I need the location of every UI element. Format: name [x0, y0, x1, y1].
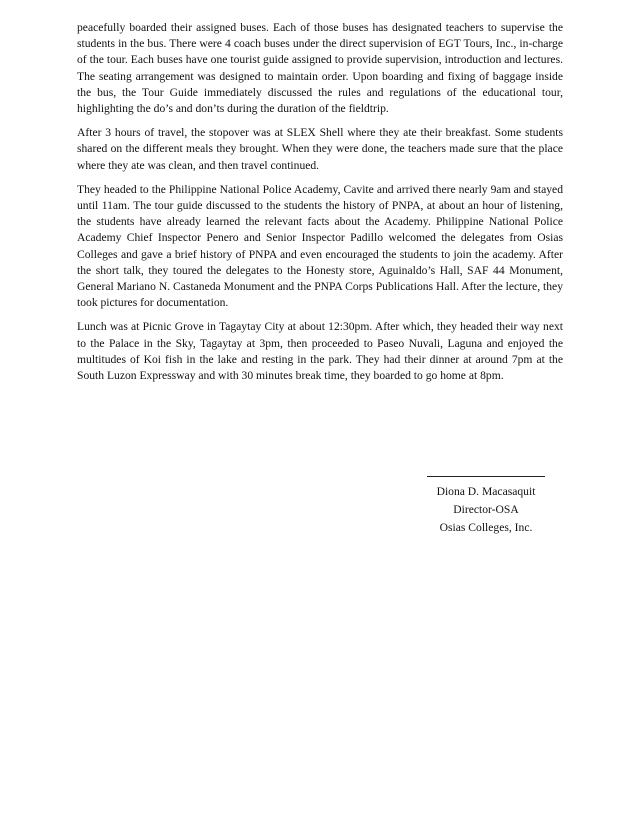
paragraph-pnpa-visit: They headed to the Philippine National Police Academy, Cavite and arrived there nearly 9am and stayed until 11am. The tour guide discussed to the students the history of PNPA, at about an hour of listening, the students have already learned the relevant facts about the Academy. Philippine National Police Academy Chief Inspector Penero and Senior Inspector Padillo welcomed the delegates from Osias Colleges and gave a brief history of PNPA and even encouraged the students to join the academy. After the short talk, they toured the delegates to the Honesty store, Aguinaldo’s Hall, SAF 44 Monument, General Mariano N. Castaneda Monument and the PNPA Corps Publications Hall. After the lecture, they took pictures for documentation.	[77, 182, 563, 310]
paragraph-stopover: After 3 hours of travel, the stopover was at SLEX Shell where they ate their breakfast. Some students shared on the different meals they brought. When they were done, the teachers made sure that the place where they ate was clean, and then travel continued.	[77, 126, 563, 172]
signatory-name: Diona D. Macasaquit	[436, 485, 536, 498]
paragraph-lunch-and-return: Lunch was at Picnic Grove in Tagaytay City at about 12:30pm. After which, they headed their way next to the Palace in the Sky, Tagaytay at 3pm, then proceeded to Paseo Nuvali, Laguna and enjoyed the multitudes of Koi fish in the lake and resting in the park. They had their dinner at around 7pm at the South Luzon Expressway and with 30 minutes break time, they boarded to go home at 8pm.	[77, 320, 563, 383]
paragraph-boarding: peacefully boarded their assigned buses. Each of those buses has designated teachers to supervise the students in the bus. There were 4 coach buses under the direct supervision of EGT Tours, Inc., in-charge of the tour. Each buses have one tourist guide assigned to provide supervision, introduction and lectures. The seating arrangement was designed to maintain order. Upon boarding and fixing of baggage inside the bus, the Tour Guide immediately discussed the rules and regulations of the educational tour, highlighting the do’s and don’ts during the duration of the fieldtrip.	[77, 21, 563, 116]
signature-line	[427, 476, 545, 477]
signatory-organization: Osias Colleges, Inc.	[439, 521, 533, 534]
signature-block	[420, 476, 552, 537]
signatory-title: Director-OSA	[453, 503, 519, 516]
report-body	[77, 20, 563, 392]
